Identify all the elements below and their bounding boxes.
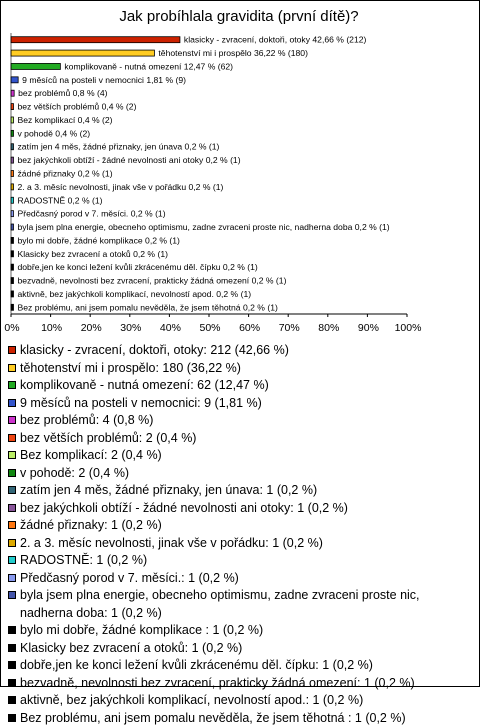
bar-label: žádné přiznaky 0,2 % (1) [18, 169, 113, 179]
legend-item [8, 640, 474, 658]
bars-group [11, 35, 390, 313]
legend-item [8, 430, 474, 448]
legend-item [8, 657, 474, 675]
x-tick-label: 0% [4, 322, 19, 334]
legend-swatch [8, 661, 16, 669]
legend-item [8, 587, 474, 622]
legend-label: Předčasný porod v 7. měsíci.: 1 (0,2 %) [20, 571, 239, 585]
legend-swatch [8, 539, 16, 547]
bar [11, 157, 14, 163]
legend-label: bezvadně, nevolnosti bez zvracení, prakticky žádná omezení: 1 (0,2 %) [20, 676, 415, 690]
legend-item [8, 447, 474, 465]
bar [11, 237, 14, 243]
legend-swatch [8, 451, 16, 459]
bar [11, 278, 14, 284]
legend-swatch [8, 346, 16, 354]
bar-label: aktivně, bez jakýchkoli komplikací, nevolností apod. 0,2 % (1) [18, 289, 252, 299]
legend-label: aktivně, bez jakýchkoli komplikací, nevolností apod.: 1 (0,2 %) [20, 693, 363, 707]
legend-item [8, 342, 474, 360]
legend-swatch [8, 364, 16, 372]
legend-item [8, 482, 474, 500]
legend-item [8, 675, 474, 693]
bar-label: bylo mi dobře, žádné komplikace 0,2 % (1) [18, 235, 181, 245]
bar-label: RADOSTNĚ 0,2 % (1) [18, 195, 103, 205]
legend-swatch [8, 521, 16, 529]
legend-label: bez větších problémů: 2 (0,4 %) [20, 431, 196, 445]
legend-label: Bez komplikací: 2 (0,4 %) [20, 448, 162, 462]
legend-swatch [8, 714, 16, 722]
legend-swatch [8, 696, 16, 704]
bar-label: komplikovaně - nutná omezení 12,47 % (62) [64, 61, 233, 71]
bar-chart [0, 0, 480, 340]
legend-item [8, 517, 474, 535]
bar-label: 9 měsíců na posteli v nemocnici 1,81 % (9) [22, 75, 186, 85]
legend-label: 2. a 3. měsíc nevolnosti, jinak vše v pořádku: 1 (0,2 %) [20, 536, 323, 550]
x-tick-label: 60% [239, 322, 260, 334]
bar-label: bez jakýchkoli obtíží - žádné nevolnosti ani otoky 0,2 % (1) [18, 155, 241, 165]
bar [11, 291, 14, 297]
legend-swatch [8, 434, 16, 442]
legend-item [8, 622, 474, 640]
legend-label: zatím jen 4 měs, žádné přiznaky, jen únava: 1 (0,2 %) [20, 483, 317, 497]
legend-swatch [8, 591, 16, 599]
legend-swatch [8, 469, 16, 477]
x-tick-label: 30% [120, 322, 141, 334]
legend-label: klasicky - zvracení, doktoři, otoky: 212 (42,66 %) [20, 343, 289, 357]
bar [11, 50, 154, 56]
legend-swatch [8, 574, 16, 582]
bar [11, 224, 14, 230]
x-tick-label: 70% [279, 322, 300, 334]
legend-label: Bez problému, ani jsem pomalu nevěděla, že jsem těhotná : 1 (0,2 %) [20, 711, 406, 725]
legend-item [8, 570, 474, 588]
legend-item [8, 692, 474, 710]
legend-swatch [8, 504, 16, 512]
bar [11, 184, 14, 190]
legend-swatch [8, 416, 16, 424]
bar [11, 77, 18, 83]
x-tick-label: 20% [81, 322, 102, 334]
bar-label: v pohodě 0,4 % (2) [18, 128, 91, 138]
legend-label: bylo mi dobře, žádné komplikace : 1 (0,2 %) [20, 623, 263, 637]
legend-item [8, 360, 474, 378]
bar-label: Bez komplikací 0,4 % (2) [18, 115, 113, 125]
legend-label: RADOSTNĚ: 1 (0,2 %) [20, 553, 147, 567]
bar-label: byla jsem plna energie, obecneho optimismu, zadne zvraceni proste nic, nadherna doba 0,2 % (1) [18, 222, 390, 232]
legend [8, 342, 474, 727]
legend-item [8, 710, 474, 727]
legend-swatch [8, 556, 16, 564]
bar [11, 130, 14, 136]
bar [11, 304, 14, 310]
legend-label: v pohodě: 2 (0,4 %) [20, 466, 129, 480]
legend-swatch [8, 381, 16, 389]
bar [11, 197, 14, 203]
legend-item [8, 377, 474, 395]
legend-label: dobře,jen ke konci ležení kvůli zkrácenému děl. čípku: 1 (0,2 %) [20, 658, 373, 672]
x-tick-label: 80% [318, 322, 339, 334]
legend-label: bez problémů: 4 (0,8 %) [20, 413, 153, 427]
bar [11, 63, 60, 69]
legend-item [8, 412, 474, 430]
bar-label: Klasicky bez zvracení a otoků 0,2 % (1) [18, 249, 169, 259]
bar [11, 117, 14, 123]
x-tick-label: 90% [358, 322, 379, 334]
bar-label: zatím jen 4 měs, žádné přiznaky, jen únava 0,2 % (1) [18, 142, 220, 152]
bar-label: Předčasný porod v 7. měsíci. 0,2 % (1) [18, 209, 166, 219]
bar-label: těhotenství mi i prospělo 36,22 % (180) [158, 48, 308, 58]
legend-label: bez jakýchkoli obtíží - žádné nevolnosti ani otoky: 1 (0,2 %) [20, 501, 348, 515]
legend-label: 9 měsíců na posteli v nemocnici: 9 (1,81 %) [20, 396, 262, 410]
legend-item [8, 552, 474, 570]
legend-swatch [8, 626, 16, 634]
legend-label: byla jsem plna energie, obecneho optimismu, zadne zvraceni proste nic, nadherna doba: 1 (0,2 %) [20, 588, 420, 620]
bar [11, 171, 14, 177]
legend-swatch [8, 679, 16, 687]
chart-title: Jak probíhlala gravidita (první dítě)? [0, 8, 478, 25]
bar-label: klasicky - zvracení, doktoři, otoky 42,66 % (212) [184, 35, 367, 45]
bar [11, 251, 14, 257]
x-tick-label: 100% [395, 322, 422, 334]
x-tick-label: 40% [160, 322, 181, 334]
legend-label: komplikovaně - nutná omezení: 62 (12,47 %) [20, 378, 269, 392]
legend-swatch [8, 486, 16, 494]
bar [11, 264, 14, 270]
bar [11, 211, 14, 217]
legend-label: žádné přiznaky: 1 (0,2 %) [20, 518, 162, 532]
bar-label: bez problémů 0,8 % (4) [18, 88, 107, 98]
bar-label: Bez problému, ani jsem pomalu nevěděla, že jsem těhotná 0,2 % (1) [18, 302, 278, 312]
legend-label: těhotenství mi i prospělo: 180 (36,22 %) [20, 361, 241, 375]
legend-label: Klasicky bez zvracení a otoků: 1 (0,2 %) [20, 641, 242, 655]
x-tick-label: 10% [41, 322, 62, 334]
bar-label: dobře,jen ke konci ležení kvůli zkrácenému děl. čípku 0,2 % (1) [18, 262, 258, 272]
bar [11, 37, 180, 43]
legend-swatch [8, 644, 16, 652]
legend-item [8, 500, 474, 518]
x-tick-label: 50% [199, 322, 220, 334]
legend-item [8, 465, 474, 483]
bar-label: bezvadně, nevolnosti bez zvracení, prakticky žádná omezení 0,2 % (1) [18, 276, 287, 286]
bar [11, 90, 14, 96]
bar [11, 104, 14, 110]
legend-item [8, 535, 474, 553]
bar [11, 144, 14, 150]
legend-swatch [8, 399, 16, 407]
bar-label: bez větších problémů 0,4 % (2) [18, 102, 137, 112]
legend-item [8, 395, 474, 413]
bar-label: 2. a 3. měsíc nevolnosti, jinak vše v pořádku 0,2 % (1) [18, 182, 224, 192]
